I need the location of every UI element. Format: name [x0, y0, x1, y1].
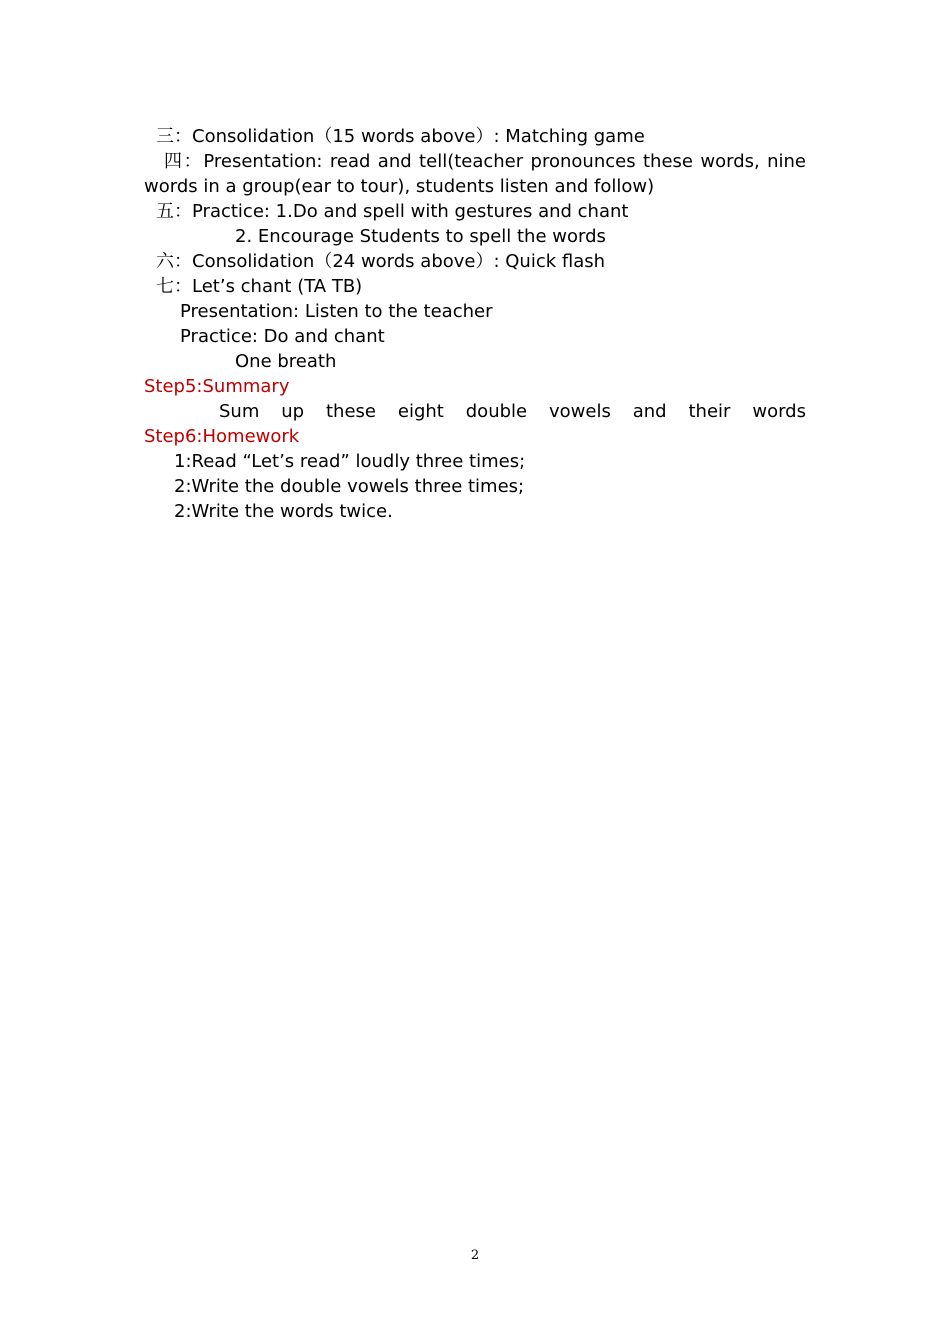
section-marker: 五：	[156, 201, 192, 222]
summary-word: these	[326, 401, 376, 422]
homework-item: 2:Write the double vowels three times;	[174, 476, 525, 497]
summary-word: vowels	[549, 401, 611, 422]
step5-heading: Step5:Summary	[144, 376, 290, 397]
line-text: Practice: Do and chant	[180, 326, 385, 347]
chant-presentation	[144, 299, 806, 324]
line-text: Consolidation（15 words above）: Matching game	[192, 126, 645, 147]
line-text: Presentation: Listen to the teacher	[180, 301, 493, 322]
summary-word: up	[281, 401, 305, 422]
summary-line	[144, 399, 806, 424]
paragraph-text: Presentation: read and tell(teacher pronounces these words, nine words in a group(ear to tour), students listen and follow)	[144, 151, 807, 197]
section-marker: 四：	[164, 151, 204, 172]
line-text: Consolidation（24 words above）: Quick flash	[192, 251, 606, 272]
summary-word: words	[752, 401, 806, 422]
section-marker: 六：	[156, 251, 192, 272]
summary-word: their	[688, 401, 731, 422]
practice-line	[144, 199, 806, 224]
summary-word: Sum	[219, 401, 260, 422]
chant-practice	[144, 324, 806, 349]
homework-item: 2:Write the words twice.	[174, 501, 393, 522]
section-marker: 三：	[156, 126, 192, 147]
document-body	[144, 124, 806, 524]
summary-word: eight	[397, 401, 444, 422]
consolidation-line-1	[144, 124, 806, 149]
chant-subitem	[144, 349, 806, 374]
summary-word: and	[632, 401, 667, 422]
chant-line	[144, 274, 806, 299]
line-text: One breath	[235, 351, 337, 372]
page-number: 2	[470, 1248, 480, 1263]
line-text: 2. Encourage Students to spell the words	[235, 226, 606, 247]
section-marker: 七：	[156, 276, 192, 297]
summary-word: double	[465, 401, 528, 422]
homework-item: 1:Read “Let’s read” loudly three times;	[174, 451, 526, 472]
step6-heading: Step6:Homework	[144, 426, 300, 447]
presentation-paragraph	[144, 149, 806, 199]
line-text: Let’s chant (TA TB)	[192, 276, 363, 297]
consolidation-line-2	[144, 249, 806, 274]
line-text: Practice: 1.Do and spell with gestures and chant	[192, 201, 629, 222]
practice-subitem	[144, 224, 806, 249]
